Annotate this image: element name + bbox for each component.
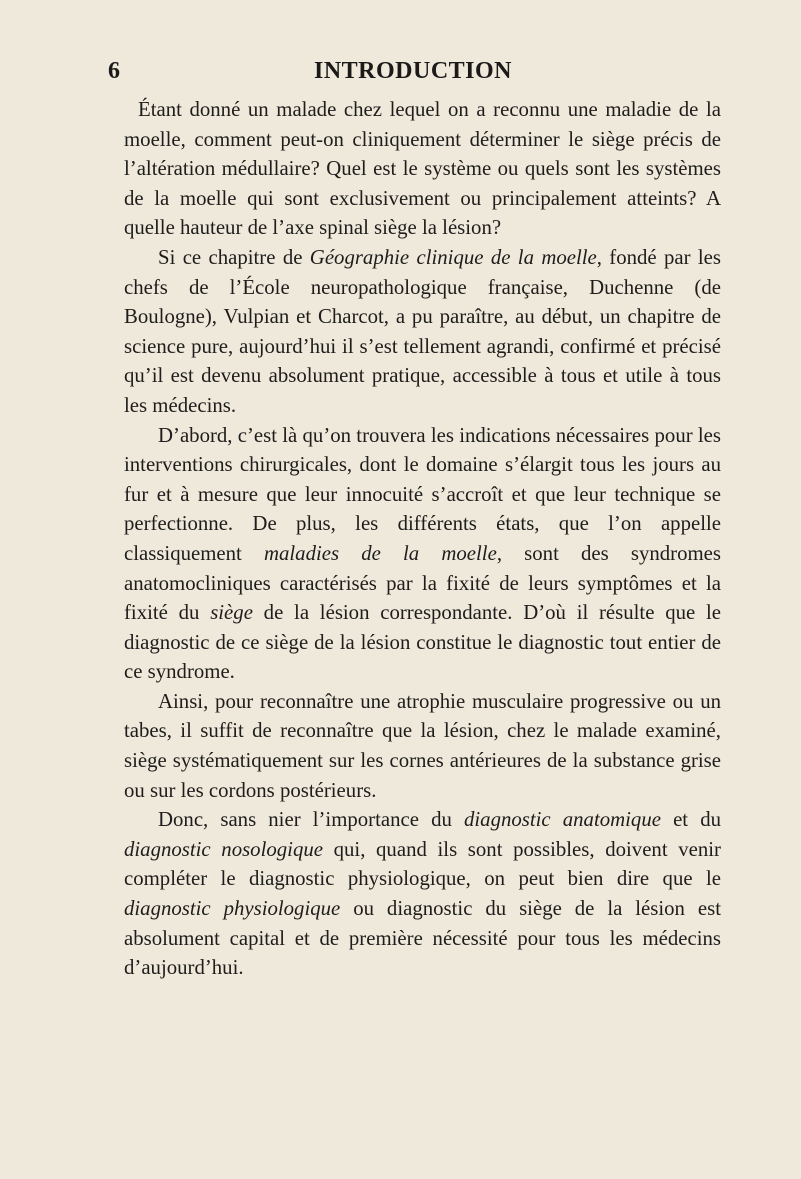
running-title: INTRODUCTION: [313, 58, 513, 84]
text-run: qui, quand ils sont possibles, doivent venir compléter le diagnostic physiologique, on peut bien dire que le: [124, 837, 721, 891]
text-run: Ainsi, pour reconnaître une atrophie musculaire progressive ou un tabes, il suffit de reconnaître que la lésion, chez le malade examiné, siège systématiquement sur les cornes antérieures de la substance grise ou sur les cordons postérieurs.: [124, 689, 721, 802]
text-run: ou diagnostic du siège de la lésion est absolument capital et de première nécessité pour tous les médecins d’aujourd’hui.: [124, 897, 721, 980]
paragraph: [124, 243, 721, 421]
text-run: Étant donné un malade chez lequel on a reconnu une maladie de la moelle, comment peut-on cliniquement déterminer le siège précis de l’altération médullaire? Quel est le système ou quels sont les systèmes de la moelle qui sont exclusivement ou principalement atteints? A quelle hauteur de l’axe spinal siège la lésion?: [124, 98, 721, 240]
text-run: Donc, sans nier l’importance du: [158, 808, 464, 832]
italic-phrase: Géographie clinique de la moelle: [309, 245, 597, 269]
text-run: , fondé par les chefs de l’École neuropathologique française, Duchenne (de Boulogne), Vulpian et Charcot, a pu paraître, au début, un chapitre de science pure, aujourd’hui il s’est tellement agrandi, confirmé et précisé qu’il est devenu absolument pratique, accessible à tous et utile à tous les médecins.: [124, 245, 722, 417]
italic-phrase: maladies de la moelle: [263, 541, 497, 565]
page-number: 6: [108, 58, 120, 84]
body-text: [124, 95, 721, 983]
text-run: et du: [660, 808, 721, 832]
paragraph: [124, 95, 721, 243]
italic-phrase: diagnostic nosologique: [124, 837, 323, 861]
paragraph: [124, 805, 721, 983]
italic-phrase: diagnostic physiologique: [124, 897, 341, 921]
paragraph: [124, 687, 721, 805]
paragraph: [124, 421, 721, 687]
text-run: , sont des syndromes anatomocliniques caractérisés par la fixité de leurs symptômes et la fixité du: [124, 541, 721, 625]
text-run: Si ce chapitre de: [158, 245, 310, 269]
italic-phrase: diagnostic anatomique: [464, 808, 661, 832]
running-head: [108, 58, 718, 88]
italic-phrase: siège: [210, 601, 253, 625]
text-run: D’abord, c’est là qu’on trouvera les indications nécessaires pour les interventions chirurgicales, dont le domaine s’élargit tous les jours au fur et à mesure que leur innocuité s’accroît et que leur technique se perfectionne. De plus, les différents états, que l’on appelle classiquement: [124, 423, 721, 565]
text-run: de la lésion correspondante. D’où il résulte que le diagnostic de ce siège de la lésion constitue le diagnostic tout entier de ce syndrome.: [124, 601, 721, 684]
